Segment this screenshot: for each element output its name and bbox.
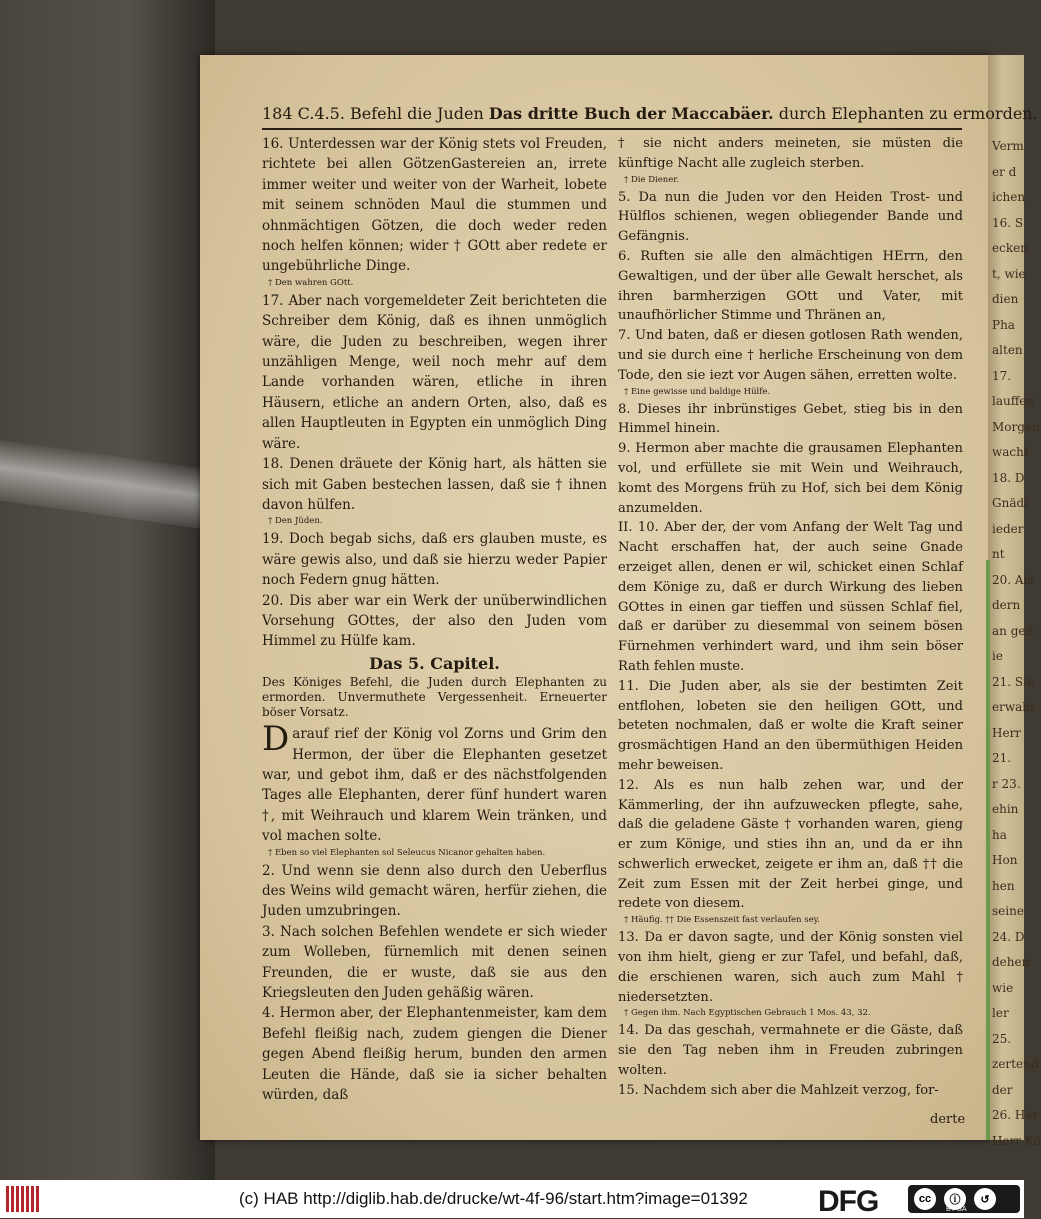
footnote: † Häufig. †† Die Essenszeit fast verlaufen sey. [624, 915, 820, 926]
adjacent-page-fragment: ler [992, 1006, 1009, 1020]
adjacent-page-fragment: wie [992, 980, 1014, 995]
dfg-logo: DFG [818, 1185, 879, 1218]
running-head-left: C.4.5. Befehl die Juden [297, 104, 484, 123]
adjacent-page-fragment: 16. S [992, 215, 1024, 230]
adjacent-page-fragment: der [992, 1082, 1013, 1097]
hab-logo-icon [6, 1186, 40, 1212]
footnote: † Den wahren GOtt. [268, 277, 354, 288]
verse-paragraph: 15. Nachdem sich aber die Mahlzeit verzog, for- [618, 1082, 939, 1098]
drop-initial: D [262, 719, 290, 760]
adjacent-page-fragment: r 23. [992, 776, 1021, 791]
chapter-heading: Das 5. Capitel. [369, 653, 500, 673]
verse-paragraph: 7. Und baten, daß er diesen gotlosen Rath wenden, und sie durch eine † herliche Erscheinung von dem Tode, den sie iezt vor Augen sähen, erretten wolte. [618, 328, 963, 383]
verse-paragraph: 19. Doch begab sichs, daß ers glauben muste, es wäre gewis also, und daß sie hierzu weder Papier noch Federn gnug hätten. [262, 531, 607, 589]
adjacent-page-fragment: ieder [992, 521, 1024, 536]
adjacent-page-fragment: Hon [992, 853, 1018, 867]
adjacent-page-fragment: Herr [992, 725, 1022, 740]
adjacent-page-fragment: Morgen [992, 419, 1040, 434]
adjacent-page-fragment: erwahr [992, 700, 1036, 714]
verse-paragraph: 11. Die Juden aber, als sie der bestimten Zeit entflohen, lobeten sie den heiligen GOtt, und beteten nochmalen, daß er wolte die Kraft seiner grosmächtigen Hand an den übermüthigen Heiden mehr beweisen. [618, 678, 963, 773]
catchword: derte [930, 1112, 966, 1127]
footnote: † Den Jüden. [268, 516, 323, 527]
verse-paragraph: † sie nicht anders meineten, sie müsten die künftige Nacht alle zugleich sterben. [618, 136, 963, 171]
adjacent-page-fragment: 25. [992, 1031, 1012, 1046]
chapter-summary: Des Königes Befehl, die Juden durch Elephanten zu ermorden. Unvermuthete Vergessenheit. Erneuerter böser Vorsatz. [262, 675, 607, 720]
verse-paragraph: 18. Denen dräuete der König hart, als hätten sie sich mit Gaben bestechen lassen, daß sie † ihnen davon hülfen. [262, 456, 607, 513]
verse-paragraph: 17. Aber nach vorgemeldeter Zeit berichteten die Schreiber dem König, daß es ihnen unmöglich wäre, die Juden zu beschreiben, wegen ihrer unzähligen Menge, weil noch mehr auf dem Lande vorhanden wären, etliche in ihren Häusern, etliche an andern Orten, also, daß es allen Hauptleuten in Egypten ein unmöglich Ding wäre. [262, 292, 607, 452]
adjacent-page-fragment: ehin [992, 802, 1019, 816]
sa-icon: ↺ [974, 1188, 996, 1210]
adjacent-page-fragment: an geß [992, 623, 1034, 638]
verse-paragraph: 4. Hermon aber, der Elephantenmeister, kam dem Befehl fleißig nach, zudem giengen die Diener gegen Abend fleißig herum, bunden den armen Leuten die Hände, daß sie ia sicher behalten würden, daß [262, 1005, 607, 1104]
verse-paragraph: 5. Da nun die Juden vor den Heiden Trost- und Hülflos schienen, wegen obliegender Bande und Gefängnis. [618, 189, 963, 245]
source-link[interactable]: (c) HAB http://diglib.hab.de/drucke/wt-4f-96/start.htm?image=01392 [239, 1189, 748, 1208]
verse-paragraph: 14. Da das geschah, vermahnete er die Gäste, daß sie den Tag neben ihm in Freuden zubringen wolten. [618, 1023, 963, 1079]
verse-paragraph: 2. Und wenn sie denn also durch den Ueberflus des Weins wild gemacht wären, herfür ziehen, die Juden umzubringen. [262, 862, 607, 920]
verse-paragraph: 8. Dieses ihr inbrünstiges Gebet, stieg bis in den Himmel hinein. [618, 401, 963, 437]
verse-paragraph [262, 719, 607, 846]
verse-paragraph: 20. Dis aber war ein Werk der unüberwindlichen Vorsehung GOttes, der also den Juden vom Himmel zu Hülfe kam. [262, 592, 607, 650]
header-rule [262, 128, 962, 130]
adjacent-page-fragment: ie [992, 649, 1003, 663]
adjacent-page-fragment: Verm [992, 139, 1024, 153]
footnote: † Die Diener. [624, 174, 680, 185]
adjacent-page-fragment: wacht [992, 445, 1029, 459]
adjacent-page-fragment: hen [992, 878, 1015, 893]
adjacent-page-fragment: lauffen [992, 394, 1035, 408]
cc-license-badge[interactable] [908, 1185, 1020, 1213]
scan-background [0, 0, 215, 1180]
adjacent-page-fragment: 17. [992, 368, 1012, 383]
adjacent-page-fragment: Gnädi [992, 496, 1028, 510]
running-head-title: Das dritte Buch der Maccabäer. [488, 104, 774, 123]
cc-icon: cc [914, 1188, 936, 1210]
adjacent-page-fragment: Pha [992, 317, 1015, 332]
adjacent-page-fragment: t, wie [992, 266, 1026, 281]
adjacent-page-fragment: er d [992, 164, 1017, 179]
verse-paragraph: 16. Unterdessen war der König stets vol Freuden, richtete bei allen GötzenGastereien an, irrete immer weiter und weiter von der Warheit, lobete mit seinem schnöden Maul die stummen und ohnmächtigen Götzen, die doch weder reden noch helfen können; wider † GOtt aber redete er ungebührliche Dinge. [262, 136, 607, 275]
verse-paragraph: 3. Nach solchen Befehlen wendete er sich wieder zum Wolleben, fürnemlich mit denen seinen Freunden, die er wuste, daß sie aus den Kriegsleuten den Juden gehäßig wären. [262, 923, 607, 1002]
cc-label: BY SA [946, 1206, 967, 1213]
footnote: † Gegen ihm. Nach Egyptischen Gebrauch 1 Mos. 43, 32. [624, 1008, 871, 1019]
left-column [262, 134, 607, 1105]
verse-paragraph: II. 10. Aber der, der vom Anfang der Welt Tag und Nacht erschaffen hat, der auch seine Gnade erzeiget allen, denen er wil, schicket einen Schlaf dem Könige zu, daß er durch Wirkung des lieben GOttes in einen gar tieffen und süssen Schlaf fiel, daß er darüber zu diesemmal von seinem bösen Fürnehmen verhindert ward, und ihm sein böser Rath fehlen muste. [618, 520, 963, 674]
adjacent-page-fragment: alten [992, 343, 1023, 357]
running-head-right: durch Elephanten zu ermorden. [778, 104, 1038, 123]
adjacent-page-fragment: Herr Kö [992, 1133, 1041, 1148]
adjacent-page-fragment: 21. [992, 751, 1012, 765]
verse-paragraph: 9. Hermon aber machte die grausamen Elephanten vol, und erfüllete sie mit Wein und Weihrauch, komt des Morgens früh zu Hof, sich bei dem König anzumelden. [618, 441, 963, 516]
adjacent-page-fragment: ecken [992, 241, 1028, 255]
adjacent-page-fragment: seine [992, 904, 1024, 918]
adjacent-page-fragment: 20. Als [992, 572, 1034, 587]
page-number: 184 [262, 104, 293, 123]
adjacent-page-fragment: dern [992, 598, 1021, 612]
verse-paragraph: 6. Ruften sie alle den almächtigen HErrn, den Gewaltigen, und der über alle Gewalt herschet, als ihren barmherzigen GOtt und Vater, mit unaufhörlicher Stimme und Thränen an, [618, 248, 963, 324]
adjacent-page-fragment: ichen [992, 190, 1026, 204]
running-head [262, 104, 1038, 123]
adjacent-page-fragment: dehen [992, 955, 1030, 969]
adjacent-page-fragment: ha [992, 827, 1007, 842]
adjacent-page-fragment: dien [992, 292, 1019, 306]
by-icon: ⓘ [944, 1188, 966, 1210]
adjacent-page-fragment: 26. Her [992, 1108, 1039, 1122]
footnote: † Eben so viel Elephanten sol Seleucus Nicanor gehalten haben. [268, 847, 546, 858]
verse-paragraph: 12. Als es nun halb zehen war, und der Kämmerling, der ihn aufzuwecken pflegte, sahe, daß die geladene Gäste † vorhanden waren, gieng er zum Könige, und sties ihn an, und da er ihn schwerlich erwecket, zeigete er ihm an, daß †† die Zeit zum Essen mit der Zeit herbei ginge, und redete von diesem. [618, 777, 963, 912]
adjacent-page-fragment: 24. D [992, 929, 1025, 944]
binding-edge [986, 560, 990, 1140]
adjacent-page-fragment: zertend [992, 1057, 1039, 1071]
verse-paragraph: 13. Da er davon sagte, und der König sonsten viel von ihm hielt, gieng er zur Tafel, und befahl, daß, die erschienen waren, sich auch zum Mahl † niedersetzten. [618, 930, 963, 1005]
right-column [618, 134, 963, 1101]
adjacent-page-fragment: 21. Sie [992, 674, 1035, 689]
adjacent-page-fragment: 18. D [992, 470, 1025, 485]
footnote: † Eine gewisse und baldige Hülfe. [624, 386, 771, 397]
viewer-footer [0, 1180, 1024, 1218]
adjacent-page-edge [988, 55, 1041, 1148]
adjacent-page-fragment: nt [992, 547, 1005, 561]
verse-text: arauf rief der König vol Zorns und Grim den Hermon, der über die Elephanten gesetzet war, und gebot ihm, daß er des nächstfolgenden Tages alle Elephanten, derer fünf hundert waren †, mit Weihrauch und klarem Wein tränken, und vol machen solte. [262, 726, 607, 845]
